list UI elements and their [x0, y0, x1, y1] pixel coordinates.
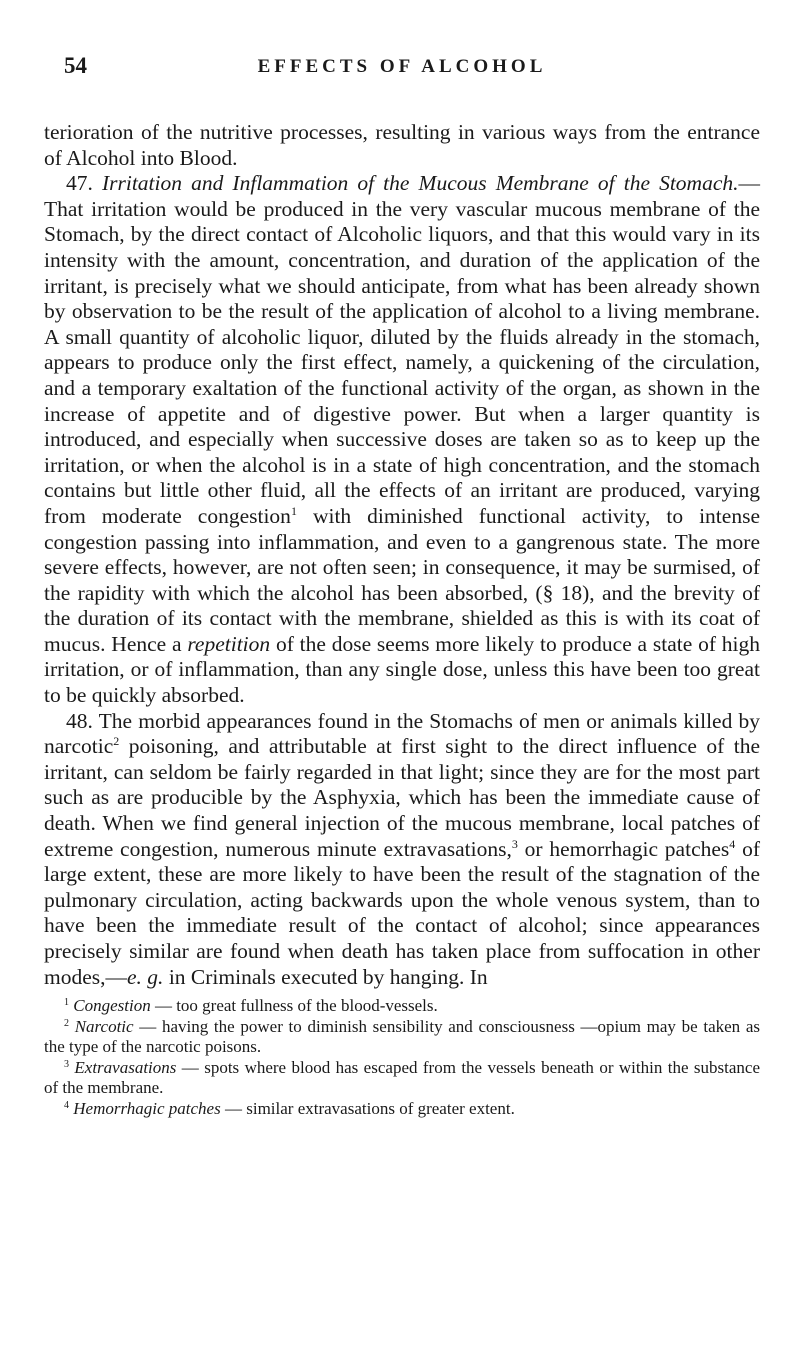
- footnote: $^4$ Hemorrhagic patches — similar extravasations of greater extent.: [64, 1098, 515, 1118]
- footnote-ref: 2: [113, 734, 120, 749]
- running-head: [44, 40, 760, 80]
- page-number: 54: [64, 53, 87, 78]
- paragraph-continuation: terioration of the nutritive processes, resulting in various ways from the entrance of Alcohol into Blood.: [44, 120, 760, 170]
- footnote-ref: 3: [511, 836, 518, 851]
- footnotes: [44, 996, 760, 1119]
- body-text: [44, 120, 760, 990]
- footnote: $^1$ Congestion — too great fullness of the blood-vessels.: [64, 996, 438, 1016]
- footnote-ref: 4: [729, 836, 736, 851]
- paragraph-47: 47. Irritation and Inflammation of the Mucous Membrane of the Stomach.—That irritation would be produced in the very vascular mucous membrane of the Stomach, by the direct contact of Alcoholic liquors, and that this would vary in its intensity with the amount, concentration, and duration of the application of the irritant, is precisely what we should anticipate, from what has been already shown by observation to be the result of the application of alcohol to a living membrane. A small quantity of alcoholic liquor, diluted by the fluids already in the stomach, appears to produce only the first effect, namely, a quickening of the circulation, and a temporary exaltation of the functional activity of the organ, as shown in the increase of appetite and of digestive power. But when a larger quantity is introduced, and especially when successive doses are taken so as to keep up the irritation, or when the alcohol is in a state of high concentration, and the stomach contains but little other fluid, all the effects of an irritant are produced, varying from moderate congestion$^1$ with diminished functional activity, to intense congestion passing into inflammation, and even to a gangrenous state. The more severe effects, however, are not often seen; in consequence, it may be surmised, of the rapidity with which the alcohol has been absorbed, (§ 18), and the brevity of the duration of its contact with the membrane, shielded as this is with its coat of mucus. Hence a repetition of the dose seems more likely to produce a state of high irritation, or of inflammation, than any single dose, unless this have been too great to be quickly absorbed.: [44, 171, 761, 708]
- footnote-ref: 1: [290, 503, 297, 518]
- footnote: $^2$ Narcotic — having the power to diminish sensibility and consciousness —opium may be taken as the type of the narcotic poisons.: [44, 1016, 761, 1057]
- footnote: $^3$ Extravasations — spots where blood has escaped from the vessels beneath or within the substance of the membrane.: [44, 1057, 761, 1098]
- paragraph-48: 48. The morbid appearances found in the Stomachs of men or animals killed by narcotic$^2$ poisoning, and attributable at first sight to the direct influence of the irritant, can seldom be fairly regarded in that light; since they are for the most part such as are producible by the Asphyxia, which has been the immediate cause of death. When we find general injection of the mucous membrane, local patches of extreme congestion, numerous minute extravasations,$^3$ or hemorrhagic patches$^4$ of large extent, these are more likely to have been the result of the stagnation of the pulmonary circulation, acting backwards upon the whole venous system, than to have been the immediate result of the contact of alcohol; since appearances precisely similar are found when death has taken place from suffocation in other modes,—e. g. in Criminals executed by hanging. In: [44, 708, 760, 989]
- section-number: 47.: [66, 171, 93, 196]
- running-title: EFFECTS OF ALCOHOL: [257, 56, 547, 77]
- section-heading: Irritation and Inflammation of the Mucous Membrane of the Stomach.: [101, 171, 739, 196]
